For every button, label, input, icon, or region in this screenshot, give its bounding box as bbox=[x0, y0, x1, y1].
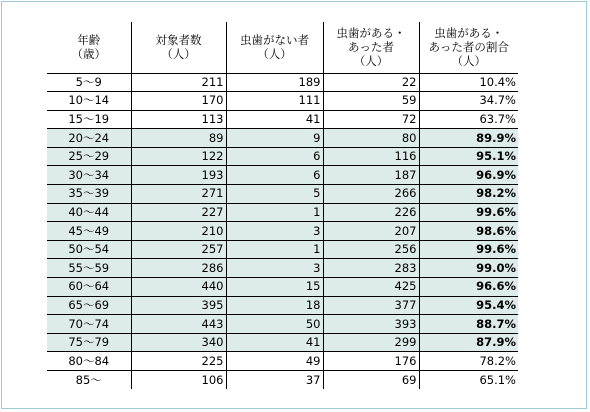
cell-total: 106 bbox=[131, 371, 226, 390]
cell-total: 440 bbox=[131, 278, 226, 297]
header-line: あった者 bbox=[348, 40, 394, 55]
cell-total: 443 bbox=[131, 315, 226, 334]
cell-no-caries: 18 bbox=[226, 296, 323, 315]
cell-age: 15～19 bbox=[47, 110, 131, 129]
cell-no-caries: 6 bbox=[226, 147, 323, 166]
cell-no-caries: 111 bbox=[226, 92, 323, 111]
table-row bbox=[47, 203, 518, 222]
cell-with-caries: 299 bbox=[323, 333, 419, 352]
cell-total: 170 bbox=[131, 92, 226, 111]
table-row bbox=[47, 278, 518, 297]
cell-no-caries: 3 bbox=[226, 222, 323, 241]
header-caries-rate bbox=[419, 22, 518, 73]
cell-total: 225 bbox=[131, 352, 226, 371]
header-line: （歳） bbox=[71, 47, 106, 62]
header-total bbox=[131, 22, 226, 73]
cell-caries-rate: 88.7% bbox=[419, 315, 518, 334]
cell-no-caries: 5 bbox=[226, 185, 323, 204]
table-row bbox=[47, 73, 518, 92]
cell-total: 271 bbox=[131, 185, 226, 204]
header-line: 虫歯がある・ bbox=[336, 26, 406, 41]
header-with-caries bbox=[323, 22, 419, 73]
table-row bbox=[47, 147, 518, 166]
table-row bbox=[47, 92, 518, 111]
cell-age: 65～69 bbox=[47, 296, 131, 315]
cell-with-caries: 22 bbox=[323, 73, 419, 92]
dental-caries-table bbox=[47, 22, 518, 389]
cell-caries-rate: 96.9% bbox=[419, 166, 518, 185]
cell-age: 80～84 bbox=[47, 352, 131, 371]
table-row bbox=[47, 259, 518, 278]
cell-total: 193 bbox=[131, 166, 226, 185]
header-age bbox=[47, 22, 131, 73]
cell-total: 257 bbox=[131, 240, 226, 259]
cell-with-caries: 72 bbox=[323, 110, 419, 129]
cell-no-caries: 49 bbox=[226, 352, 323, 371]
table-body bbox=[47, 73, 518, 389]
cell-with-caries: 59 bbox=[323, 92, 419, 111]
cell-with-caries: 425 bbox=[323, 278, 419, 297]
cell-with-caries: 393 bbox=[323, 315, 419, 334]
cell-total: 89 bbox=[131, 129, 226, 148]
table-row bbox=[47, 222, 518, 241]
cell-age: 75～79 bbox=[47, 333, 131, 352]
cell-age: 85～ bbox=[47, 371, 131, 390]
cell-total: 395 bbox=[131, 296, 226, 315]
cell-no-caries: 41 bbox=[226, 110, 323, 129]
cell-with-caries: 116 bbox=[323, 147, 419, 166]
cell-age: 10～14 bbox=[47, 92, 131, 111]
table-row bbox=[47, 129, 518, 148]
cell-with-caries: 266 bbox=[323, 185, 419, 204]
table-row bbox=[47, 333, 518, 352]
header-line: 虫歯がない者 bbox=[240, 33, 309, 48]
cell-no-caries: 189 bbox=[226, 73, 323, 92]
cell-total: 113 bbox=[131, 110, 226, 129]
cell-no-caries: 9 bbox=[226, 129, 323, 148]
cell-age: 45～49 bbox=[47, 222, 131, 241]
cell-caries-rate: 98.2% bbox=[419, 185, 518, 204]
table-row bbox=[47, 296, 518, 315]
cell-age: 40～44 bbox=[47, 203, 131, 222]
cell-with-caries: 283 bbox=[323, 259, 419, 278]
cell-caries-rate: 98.6% bbox=[419, 222, 518, 241]
cell-age: 50～54 bbox=[47, 240, 131, 259]
table-row bbox=[47, 185, 518, 204]
cell-total: 340 bbox=[131, 333, 226, 352]
cell-caries-rate: 95.1% bbox=[419, 147, 518, 166]
cell-age: 70～74 bbox=[47, 315, 131, 334]
cell-total: 210 bbox=[131, 222, 226, 241]
table-header bbox=[47, 22, 518, 73]
cell-caries-rate: 34.7% bbox=[419, 92, 518, 111]
cell-no-caries: 50 bbox=[226, 315, 323, 334]
cell-with-caries: 80 bbox=[323, 129, 419, 148]
cell-total: 227 bbox=[131, 203, 226, 222]
header-line: （人） bbox=[451, 54, 486, 69]
cell-no-caries: 37 bbox=[226, 371, 323, 390]
cell-no-caries: 41 bbox=[226, 333, 323, 352]
cell-with-caries: 187 bbox=[323, 166, 419, 185]
cell-total: 211 bbox=[131, 73, 226, 92]
cell-total: 286 bbox=[131, 259, 226, 278]
cell-caries-rate: 10.4% bbox=[419, 73, 518, 92]
header-line: 年齢 bbox=[77, 33, 101, 48]
cell-caries-rate: 87.9% bbox=[419, 333, 518, 352]
cell-no-caries: 1 bbox=[226, 203, 323, 222]
cell-caries-rate: 78.2% bbox=[419, 352, 518, 371]
table-row bbox=[47, 166, 518, 185]
header-line: 虫歯がある・ bbox=[434, 26, 504, 41]
cell-age: 5～9 bbox=[47, 73, 131, 92]
cell-age: 60～64 bbox=[47, 278, 131, 297]
cell-age: 55～59 bbox=[47, 259, 131, 278]
header-line: 対象者数 bbox=[155, 33, 202, 48]
header-no-caries bbox=[226, 22, 323, 73]
cell-caries-rate: 89.9% bbox=[419, 129, 518, 148]
header-line: あった者の割合 bbox=[428, 40, 509, 55]
cell-no-caries: 1 bbox=[226, 240, 323, 259]
cell-with-caries: 377 bbox=[323, 296, 419, 315]
cell-total: 122 bbox=[131, 147, 226, 166]
cell-no-caries: 15 bbox=[226, 278, 323, 297]
cell-caries-rate: 99.6% bbox=[419, 203, 518, 222]
cell-age: 20～24 bbox=[47, 129, 131, 148]
table-row bbox=[47, 240, 518, 259]
cell-caries-rate: 65.1% bbox=[479, 372, 516, 387]
table-row bbox=[47, 315, 518, 334]
header-row bbox=[47, 22, 518, 73]
cell-with-caries: 69 bbox=[323, 371, 419, 390]
table-row bbox=[47, 110, 518, 129]
cell-caries-rate: 63.7% bbox=[419, 110, 518, 129]
cell-with-caries: 256 bbox=[323, 240, 419, 259]
cell-age: 35～39 bbox=[47, 185, 131, 204]
cell-no-caries: 3 bbox=[226, 259, 323, 278]
cell-with-caries: 207 bbox=[323, 222, 419, 241]
table-row bbox=[47, 352, 518, 371]
cell-with-caries: 226 bbox=[323, 203, 419, 222]
cell-caries-rate: 99.6% bbox=[419, 240, 518, 259]
table-row bbox=[47, 371, 518, 390]
header-line: （人） bbox=[353, 54, 389, 69]
cell-no-caries: 6 bbox=[226, 166, 323, 185]
cell-age: 30～34 bbox=[47, 166, 131, 185]
cell-caries-rate: 95.4% bbox=[419, 296, 518, 315]
cell-with-caries: 176 bbox=[323, 352, 419, 371]
header-line: （人） bbox=[161, 47, 196, 62]
cell-age: 25～29 bbox=[47, 147, 131, 166]
header-line: （人） bbox=[257, 47, 292, 62]
cell-caries-rate: 96.6% bbox=[419, 278, 518, 297]
cell-caries-rate: 99.0% bbox=[419, 259, 518, 278]
